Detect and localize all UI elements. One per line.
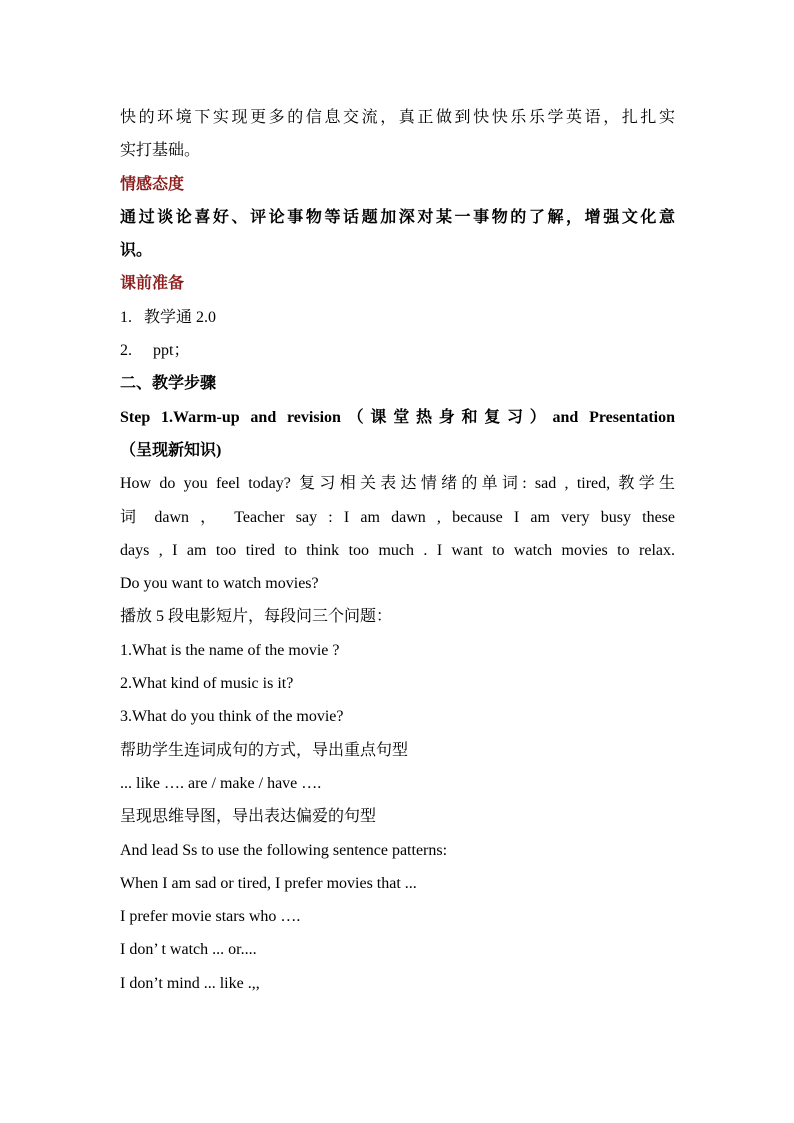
list-text: ppt；: [153, 342, 190, 360]
body-line: Do you want to watch movies?: [120, 575, 319, 593]
body-line: days , I am too tired to think too much . I want to watch movies to relax.: [120, 541, 675, 559]
body-line: 3.What do you think of the movie?: [120, 708, 344, 726]
section-heading-emotion: 情感态度: [120, 175, 185, 193]
body-line: I prefer movie stars who ….: [120, 908, 301, 926]
body-line: 词 dawn ， Teacher say : I am dawn , because I am very busy these: [120, 508, 675, 526]
list-number: 2.: [120, 342, 132, 360]
paragraph-line: 识。: [120, 242, 153, 260]
list-item: [120, 301, 675, 334]
list-number: 1.: [120, 308, 132, 326]
section-heading-prep: 课前准备: [120, 275, 185, 293]
step-heading-line: （呈现新知识): [120, 441, 222, 459]
document-body: [120, 101, 675, 1000]
list-item: [120, 334, 675, 367]
body-line: 2.What kind of music is it?: [120, 675, 294, 693]
list-text: 教学通 2.0: [144, 308, 217, 326]
body-line: 呈现思维导图，导出表达偏爱的句型: [120, 808, 377, 826]
paragraph-line: 快的环境下实现更多的信息交流，真正做到快快乐乐学英语，扎扎实: [120, 109, 675, 126]
body-line: When I am sad or tired, I prefer movies that ...: [120, 874, 417, 892]
body-line: And lead Ss to use the following sentence patterns:: [120, 841, 448, 859]
step-heading-line: Step 1.Warm-up and revision（课堂热身和复习）and Presentation: [120, 408, 675, 426]
body-line: I don’ t watch ... or....: [120, 941, 257, 959]
paragraph-line: 通过谈论喜好、评论事物等话题加深对某一事物的了解，增强文化意: [120, 208, 675, 226]
body-line: I don’t mind ... like .,,: [120, 974, 260, 992]
body-line: 1.What is the name of the movie ?: [120, 641, 340, 659]
paragraph-line: 实打基础。: [120, 142, 201, 160]
body-line: 帮助学生连词成句的方式，导出重点句型: [120, 741, 409, 759]
body-line: ... like …. are / make / have ….: [120, 774, 322, 792]
body-line: 播放 5 段电影短片，每段问三个问题：: [120, 608, 393, 626]
section-heading-steps: 二、教学步骤: [120, 375, 217, 393]
body-line: How do you feel today? 复习相关表达情绪的单词: sad , tired, 教学生: [120, 475, 675, 493]
